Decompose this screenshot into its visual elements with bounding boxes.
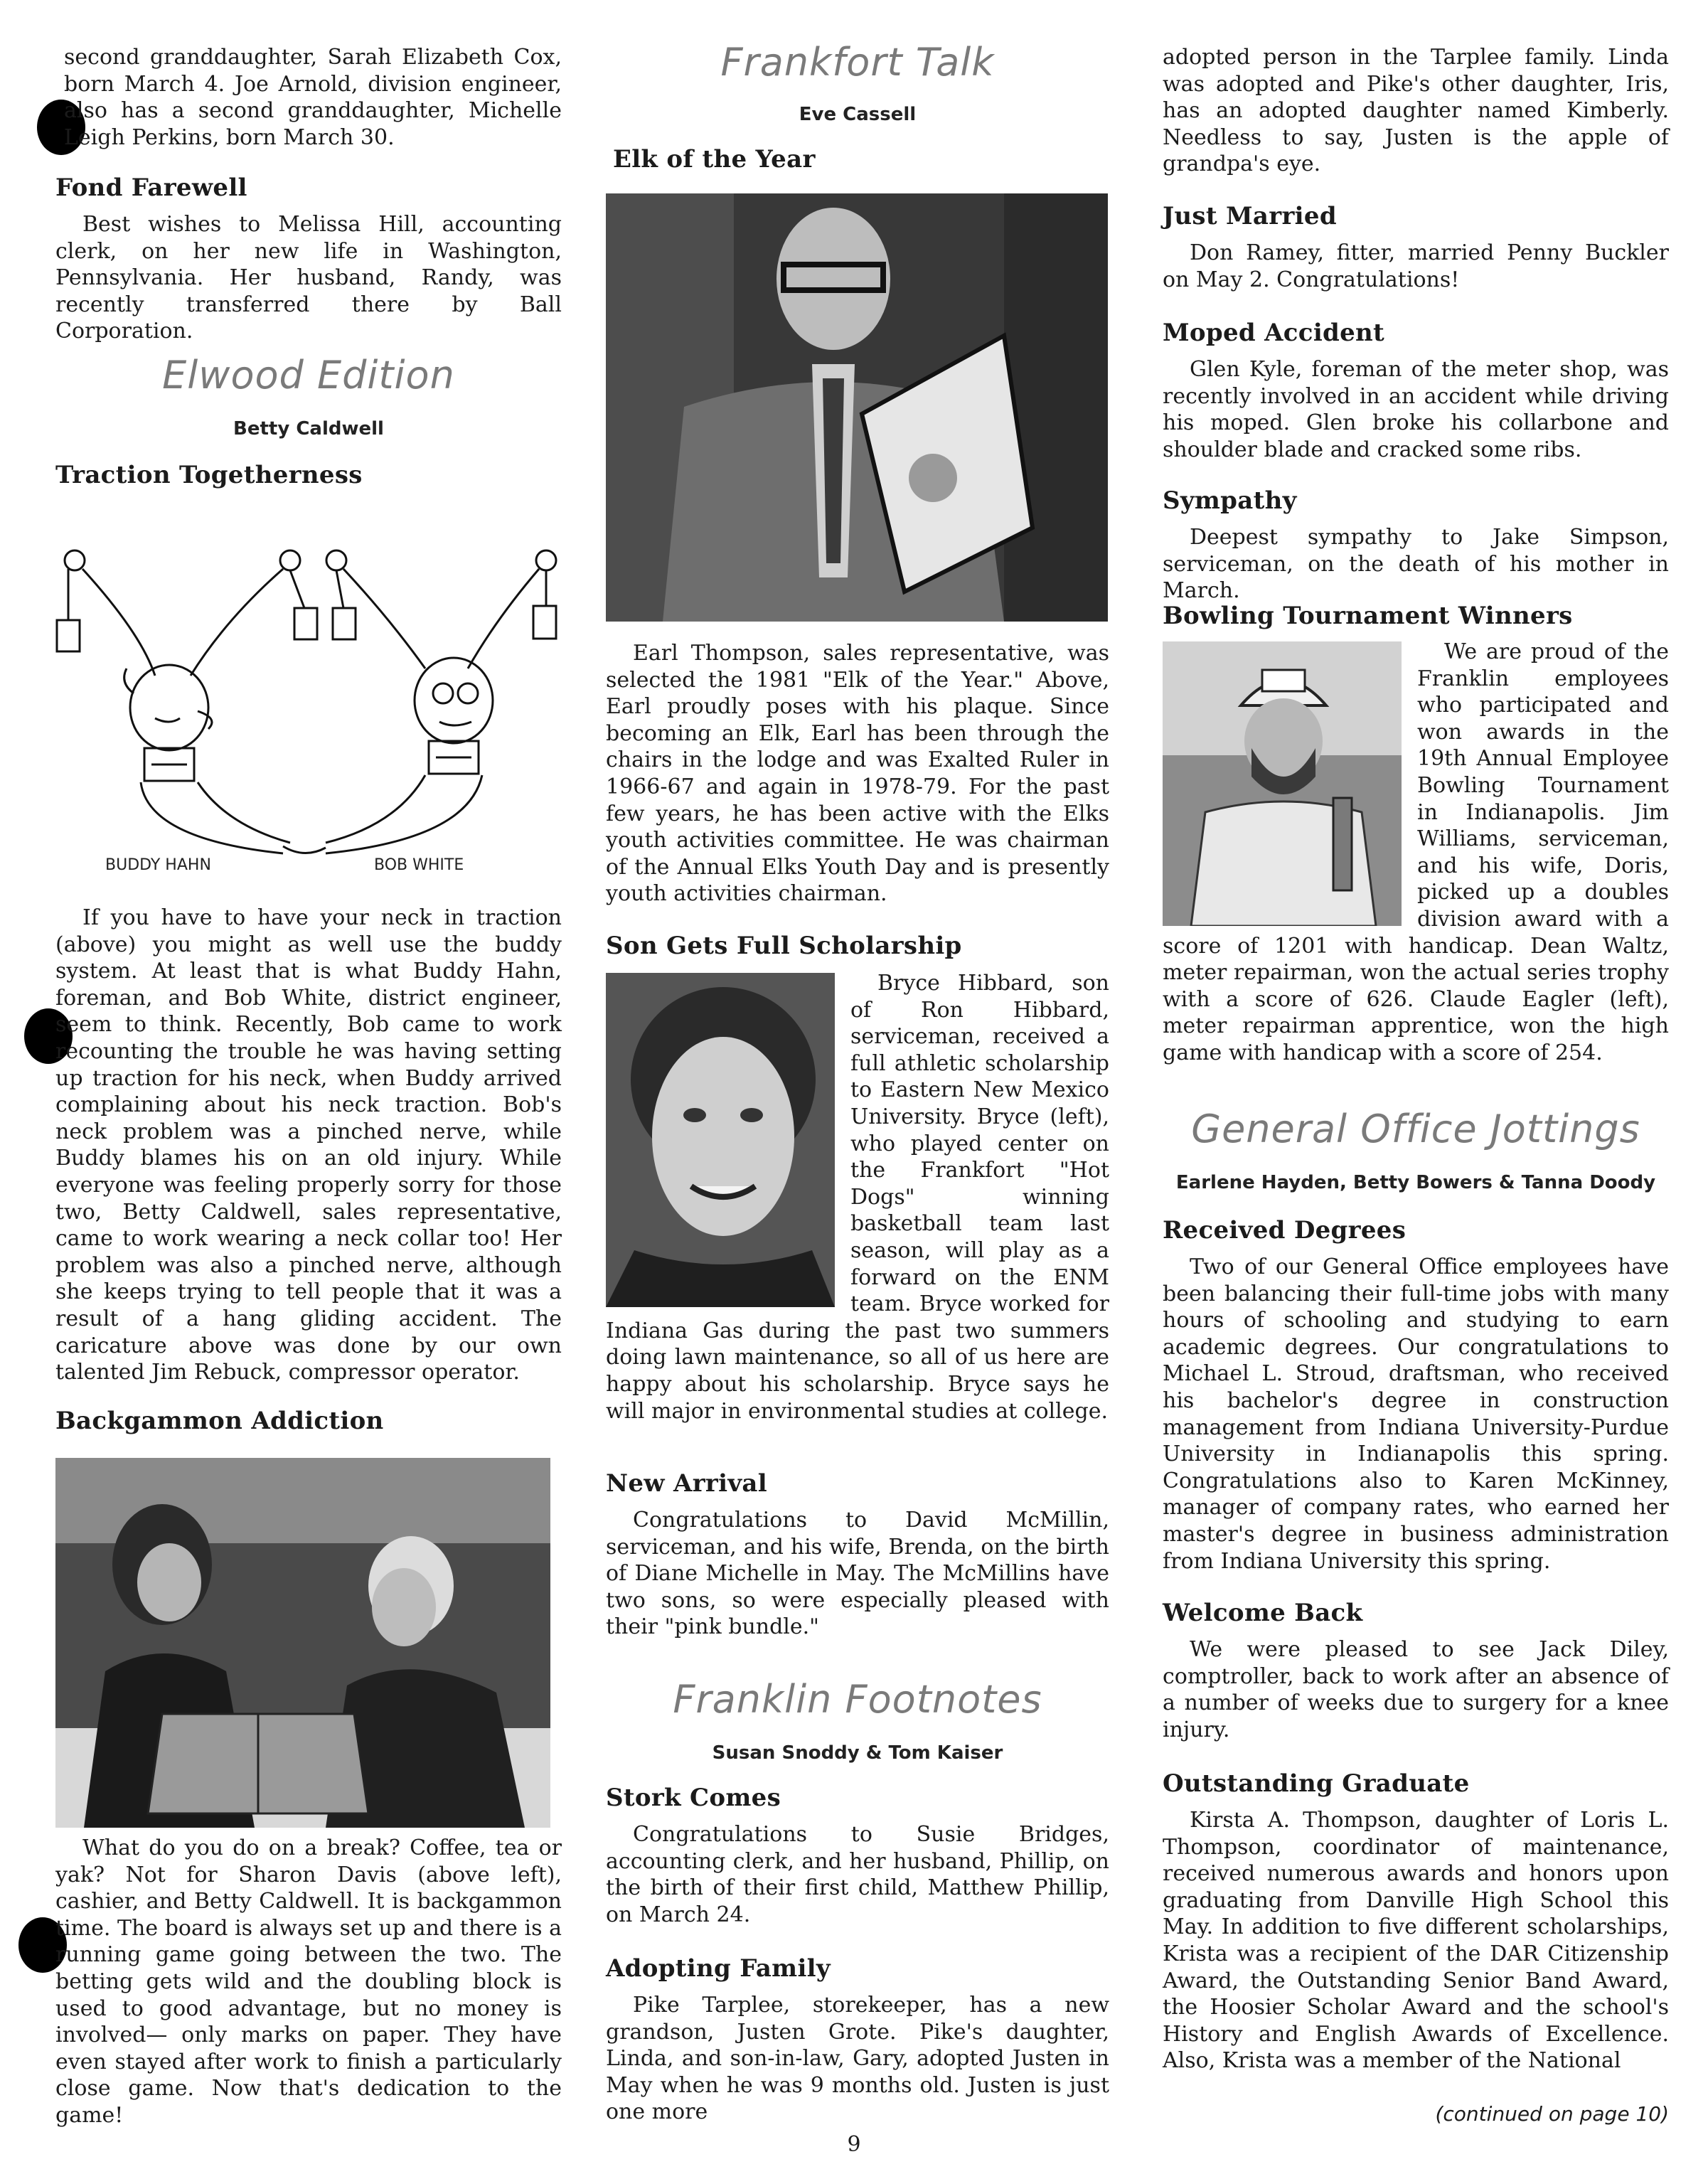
bryce-photo-art <box>606 973 835 1307</box>
scholarship-heading: Son Gets Full Scholarship <box>606 932 962 960</box>
cartoon-drawing <box>55 540 562 875</box>
claude-eagler-photo <box>1163 641 1402 926</box>
moped-text: Glen Kyle, foreman of the meter shop, was recently involved in an accident while driving his moped. Glen broke his collarbone and shoulder blade and cracked some ribs. <box>1163 357 1669 462</box>
backgammon-heading: Backgammon Addiction <box>55 1407 384 1435</box>
graduate-text: Kirsta A. Thompson, daughter of Loris L. Thompson, coordinator of maintenance, received numerous awards and honors upon graduating from Danville High School this May. In addition to five different scholarships, Krista was a recipient of the DAR Citizenship Award, the Outstanding Senior Band Award, the Hoosier Scholar Award and the school's History and English Awards of Excellence. Also, Krista was a member of the National <box>1163 1808 1669 2074</box>
franklin-footnotes-title: Franklin Footnotes <box>673 1677 1042 1722</box>
continued-note: (continued on page 10) <box>1435 2102 1669 2126</box>
frankfort-talk-title: Frankfort Talk <box>720 40 995 85</box>
franklin-byline: Susan Snoddy & Tom Kaiser <box>712 1742 1003 1764</box>
adopting-continued-text: adopted person in the Tarplee family. Linda was adopted and Pike's other daughter, Iris, has an adopted daughter named Kimberly. Needless to say, Justen is the apple of grandpa's eye. <box>1163 45 1669 177</box>
adopting-heading: Adopting Family <box>606 1954 831 1983</box>
scholarship-block <box>606 970 1109 1424</box>
bowling-block <box>1163 639 1669 1067</box>
backgammon-photo <box>55 1458 550 1828</box>
elk-photo <box>606 193 1108 622</box>
backgammon-text: What do you do on a break? Coffee, tea or yak? Not for Sharon Davis (above left), cashier, and Betty Caldwell. It is backgammon time. The board is always set up and there is a running game going between the two. The betting gets wild and the doubling block is used to good advantage, but no money is involved— only marks on paper. They have even stayed after work to finish a particularly close game. Now that's dedication to the game! <box>55 1836 562 2128</box>
welcome-back-text: We were pleased to see Jack Diley, comptroller, back to work after an absence of a number of weeks due to surgery for a knee injury. <box>1163 1637 1669 1742</box>
fond-farewell-heading: Fond Farewell <box>55 174 247 202</box>
bowling-text: We are proud of the Franklin employees who participated and won awards in the 19th Annual Employee Bowling Tournament in Indianapolis. Jim Williams, serviceman, and his wife, Doris, picked up a doubles division award with a score of 1201 with handicap. Dean Waltz, meter repairman, won the actual series trophy with a score of 626. Claude Eagler (left), meter repairman apprentice, won the high game with handicap with a score of 254. <box>1163 639 1669 1065</box>
bryce-photo <box>606 973 835 1307</box>
elwood-byline: Betty Caldwell <box>233 418 384 439</box>
traction-cartoon <box>55 540 562 875</box>
sympathy-text: Deepest sympathy to Jake Simpson, serviceman, on the death of his mother in March. <box>1163 525 1669 604</box>
traction-text: If you have to have your neck in traction (above) you might as well use the buddy system. At least that is what Buddy Hahn, foreman, and Bob White, district engineer, seem to think. Recently, Bob came to work recounting the trouble he was having setting up traction for his neck, when Buddy arrived complaining about his neck traction. Bob's neck problem was a pinched nerve, while Buddy blames his on an old injury. While everyone was feeling properly sorry for those two, Betty Caldwell, sales representative, came to work wearing a neck collar too! Her problem was also a pinched nerve, although she keeps trying to tell people that it was a result of a hang gliding accident. The caricature above was done by our own talented Jim Rebuck, compressor operator. <box>55 905 562 1385</box>
bowling-photo-art <box>1163 641 1402 926</box>
elwood-edition-title: Elwood Edition <box>162 353 455 398</box>
degrees-heading: Received Degrees <box>1163 1216 1407 1245</box>
elk-heading: Elk of the Year <box>613 145 816 174</box>
backgammon-photo-art <box>55 1458 550 1828</box>
fond-farewell-text: Best wishes to Melissa Hill, accounting clerk, on her new life in Washington, Pennsylvania. Her husband, Randy, was recently transferred there by Ball Corporation. <box>55 212 562 344</box>
elk-photo-art <box>606 193 1108 622</box>
stork-text: Congratulations to Susie Bridges, accounting clerk, and her husband, Phillip, on the birth of their first child, Matthew Phillip, on March 24. <box>606 1822 1109 1927</box>
page-number: 9 <box>847 2132 861 2157</box>
moped-heading: Moped Accident <box>1163 319 1385 347</box>
bob-white-label: BOB WHITE <box>374 856 464 874</box>
new-arrival-text: Congratulations to David McMillin, serviceman, and his wife, Brenda, on the birth of Diane Michelle in May. The McMillins have two sons, so were especially pleased with their "pink bundle." <box>606 1508 1109 1640</box>
sympathy-heading: Sympathy <box>1163 486 1297 515</box>
adopting-text: Pike Tarplee, storekeeper, has a new grandson, Justen Grote. Pike's daughter, Linda, and son-in-law, Gary, adopted Justen in May when he was 9 months old. Justen is just one more <box>606 1993 1109 2125</box>
frankfort-byline: Eve Cassell <box>799 104 917 125</box>
intro-paragraph: second granddaughter, Sarah Elizabeth Cox, born March 4. Joe Arnold, division engineer, also has a second granddaughter, Michelle Leigh Perkins, born March 30. <box>64 45 562 150</box>
buddy-hahn-label: BUDDY HAHN <box>105 856 211 874</box>
new-arrival-heading: New Arrival <box>606 1469 767 1498</box>
stork-heading: Stork Comes <box>606 1784 781 1812</box>
traction-heading: Traction Togetherness <box>55 461 363 489</box>
degrees-text: Two of our General Office employees have been balancing their full-time jobs with many hours of schooling and studying to earn academic degrees. Our congratulations to Michael L. Stroud, draftsman, who received his bachelor's degree in construction management from Indiana University-Purdue University in Indianapolis this spring. Congratulations also to Karen McKinney, manager of company rates, who earned her master's degree in business administration from Indiana University this spring. <box>1163 1254 1669 1574</box>
general-office-byline: Earlene Hayden, Betty Bowers & Tanna Doody <box>1175 1172 1656 1193</box>
bowling-heading: Bowling Tournament Winners <box>1163 602 1573 630</box>
graduate-heading: Outstanding Graduate <box>1163 1769 1470 1798</box>
just-married-text: Don Ramey, fitter, married Penny Buckler on May 2. Congratulations! <box>1163 240 1669 292</box>
welcome-back-heading: Welcome Back <box>1163 1599 1363 1627</box>
elk-text: Earl Thompson, sales representative, was selected the 1981 "Elk of the Year." Above, Earl proudly poses with his plaque. Since becoming an Elk, Earl has been through the chairs in the lodge and was Exalted Ruler in 1966-67 and again in 1978-79. For the past few years, he has been active with the Elks youth activities committee. He was chairman of the Annual Elks Youth Day and is presently youth activities chairman. <box>606 641 1109 907</box>
just-married-heading: Just Married <box>1163 202 1337 230</box>
general-office-title: General Office Jottings <box>1191 1107 1640 1151</box>
scholarship-text: Bryce Hibbard, son of Ron Hibbard, serviceman, received a full athletic scholarship to Eastern New Mexico University. Bryce (left), who played center on the Frankfort "Hot Dogs" winning basketball team last season, will play as a forward on the ENM team. Bryce worked for Indiana Gas during the past two summers doing lawn maintenance, so all of us here are happy about his scholarship. Bryce says he will major in environmental studies at college. <box>606 971 1109 1424</box>
